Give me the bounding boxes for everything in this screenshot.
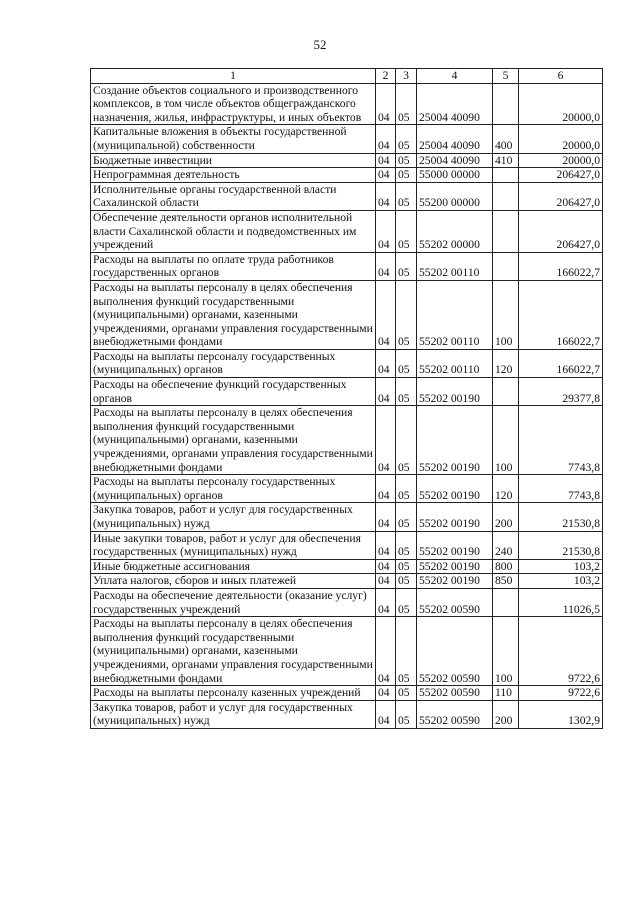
expense-name-cell: Закупка товаров, работ и услуг для государственных (муниципальных) нужд (91, 700, 376, 728)
target-article-cell: 55202 00000 (417, 210, 493, 252)
subsection-code-cell: 05 (396, 349, 417, 377)
expense-name-cell: Закупка товаров, работ и услуг для государственных (муниципальных) нужд (91, 503, 376, 531)
section-code-cell: 04 (376, 475, 396, 503)
subsection-code-cell: 05 (396, 617, 417, 686)
table-row (91, 686, 603, 701)
subsection-code-cell: 05 (396, 378, 417, 406)
target-article-cell: 55202 00190 (417, 531, 493, 559)
table-row (91, 280, 603, 349)
table-row (91, 475, 603, 503)
amount-cell: 206427,0 (519, 168, 603, 183)
table-row (91, 531, 603, 559)
amount-cell: 9722,6 (519, 617, 603, 686)
expense-name-cell: Иные закупки товаров, работ и услуг для обеспечения государственных (муниципальных) нужд (91, 531, 376, 559)
expense-type-cell: 100 (493, 617, 519, 686)
table-header-row (91, 69, 603, 84)
section-code-cell: 04 (376, 182, 396, 210)
amount-cell: 21530,8 (519, 503, 603, 531)
section-code-cell: 04 (376, 574, 396, 589)
expense-type-cell: 120 (493, 475, 519, 503)
target-article-cell: 55000 00000 (417, 168, 493, 183)
expense-type-cell (493, 378, 519, 406)
expense-type-cell: 120 (493, 349, 519, 377)
column-header: 5 (493, 69, 519, 84)
expense-name-cell: Расходы на выплаты по оплате труда работников государственных органов (91, 252, 376, 280)
expense-type-cell: 200 (493, 503, 519, 531)
section-code-cell: 04 (376, 378, 396, 406)
amount-cell: 11026,5 (519, 588, 603, 616)
target-article-cell: 25004 40090 (417, 153, 493, 168)
target-article-cell: 25004 40090 (417, 83, 493, 125)
expense-type-cell: 800 (493, 559, 519, 574)
table-row (91, 349, 603, 377)
amount-cell: 103,2 (519, 559, 603, 574)
expense-type-cell (493, 588, 519, 616)
expense-type-cell: 410 (493, 153, 519, 168)
expense-name-cell: Расходы на выплаты персоналу государственных (муниципальных) органов (91, 475, 376, 503)
expense-type-cell (493, 182, 519, 210)
expense-name-cell: Обеспечение деятельности органов исполнительной власти Сахалинской области и подведомственных им учреждений (91, 210, 376, 252)
expense-type-cell: 850 (493, 574, 519, 589)
table-row (91, 700, 603, 728)
section-code-cell: 04 (376, 406, 396, 475)
subsection-code-cell: 05 (396, 574, 417, 589)
section-code-cell: 04 (376, 125, 396, 153)
page-number: 52 (313, 37, 327, 52)
subsection-code-cell: 05 (396, 559, 417, 574)
table-row (91, 503, 603, 531)
section-code-cell: 04 (376, 210, 396, 252)
target-article-cell: 55202 00190 (417, 378, 493, 406)
section-code-cell: 04 (376, 559, 396, 574)
section-code-cell: 04 (376, 168, 396, 183)
expense-name-cell: Расходы на выплаты персоналу казенных учреждений (91, 686, 376, 701)
table-row (91, 210, 603, 252)
target-article-cell: 55202 00590 (417, 686, 493, 701)
target-article-cell: 55202 00590 (417, 617, 493, 686)
section-code-cell: 04 (376, 588, 396, 616)
column-header: 6 (519, 69, 603, 84)
expense-type-cell: 100 (493, 280, 519, 349)
column-header: 3 (396, 69, 417, 84)
expense-type-cell (493, 210, 519, 252)
amount-cell: 103,2 (519, 574, 603, 589)
expense-name-cell: Расходы на обеспечение функций государственных органов (91, 378, 376, 406)
table-row (91, 559, 603, 574)
subsection-code-cell: 05 (396, 686, 417, 701)
section-code-cell: 04 (376, 503, 396, 531)
amount-cell: 166022,7 (519, 280, 603, 349)
expense-name-cell: Расходы на выплаты персоналу в целях обеспечения выполнения функций государственными (муниципальными) органами, казенными учреждениями, органами управления государственными внебюджетными фондами (91, 617, 376, 686)
amount-cell: 9722,6 (519, 686, 603, 701)
subsection-code-cell: 05 (396, 153, 417, 168)
expense-name-cell: Расходы на обеспечение деятельности (оказание услуг) государственных учреждений (91, 588, 376, 616)
table-row (91, 252, 603, 280)
expense-name-cell: Уплата налогов, сборов и иных платежей (91, 574, 376, 589)
section-code-cell: 04 (376, 531, 396, 559)
expense-name-cell: Бюджетные инвестиции (91, 153, 376, 168)
amount-cell: 20000,0 (519, 153, 603, 168)
target-article-cell: 55202 00190 (417, 559, 493, 574)
expense-type-cell: 100 (493, 406, 519, 475)
expense-type-cell: 200 (493, 700, 519, 728)
amount-cell: 1302,9 (519, 700, 603, 728)
subsection-code-cell: 05 (396, 83, 417, 125)
amount-cell: 29377,8 (519, 378, 603, 406)
target-article-cell: 55202 00190 (417, 475, 493, 503)
expense-name-cell: Иные бюджетные ассигнования (91, 559, 376, 574)
target-article-cell: 55202 00110 (417, 349, 493, 377)
table-row (91, 574, 603, 589)
amount-cell: 20000,0 (519, 125, 603, 153)
amount-cell: 206427,0 (519, 210, 603, 252)
column-header: 2 (376, 69, 396, 84)
column-header: 4 (417, 69, 493, 84)
target-article-cell: 25004 40090 (417, 125, 493, 153)
section-code-cell: 04 (376, 617, 396, 686)
target-article-cell: 55200 00000 (417, 182, 493, 210)
budget-table (90, 68, 603, 729)
expense-type-cell (493, 168, 519, 183)
table-row (91, 588, 603, 616)
target-article-cell: 55202 00110 (417, 252, 493, 280)
table-row (91, 182, 603, 210)
section-code-cell: 04 (376, 349, 396, 377)
subsection-code-cell: 05 (396, 252, 417, 280)
table-row (91, 168, 603, 183)
subsection-code-cell: 05 (396, 588, 417, 616)
expense-name-cell: Расходы на выплаты персоналу в целях обеспечения выполнения функций государственными (муниципальными) органами, казенными учреждениями, органами управления государственными внебюджетными фондами (91, 280, 376, 349)
target-article-cell: 55202 00190 (417, 574, 493, 589)
expense-name-cell: Расходы на выплаты персоналу государственных (муниципальных) органов (91, 349, 376, 377)
target-article-cell: 55202 00190 (417, 503, 493, 531)
amount-cell: 20000,0 (519, 83, 603, 125)
expense-type-cell: 110 (493, 686, 519, 701)
subsection-code-cell: 05 (396, 700, 417, 728)
table-row (91, 125, 603, 153)
expense-type-cell (493, 83, 519, 125)
subsection-code-cell: 05 (396, 168, 417, 183)
section-code-cell: 04 (376, 83, 396, 125)
target-article-cell: 55202 00590 (417, 588, 493, 616)
subsection-code-cell: 05 (396, 182, 417, 210)
subsection-code-cell: 05 (396, 406, 417, 475)
subsection-code-cell: 05 (396, 475, 417, 503)
expense-name-cell: Расходы на выплаты персоналу в целях обеспечения выполнения функций государственными (муниципальными) органами, казенными учреждениями, органами управления государственными внебюджетными фондами (91, 406, 376, 475)
amount-cell: 7743,8 (519, 475, 603, 503)
table-row (91, 153, 603, 168)
expense-type-cell: 400 (493, 125, 519, 153)
expense-name-cell: Капитальные вложения в объекты государственной (муниципальной) собственности (91, 125, 376, 153)
amount-cell: 21530,8 (519, 531, 603, 559)
table-row (91, 83, 603, 125)
subsection-code-cell: 05 (396, 531, 417, 559)
amount-cell: 206427,0 (519, 182, 603, 210)
target-article-cell: 55202 00590 (417, 700, 493, 728)
expense-name-cell: Непрограммная деятельность (91, 168, 376, 183)
amount-cell: 7743,8 (519, 406, 603, 475)
amount-cell: 166022,7 (519, 252, 603, 280)
section-code-cell: 04 (376, 700, 396, 728)
section-code-cell: 04 (376, 252, 396, 280)
table-row (91, 378, 603, 406)
amount-cell: 166022,7 (519, 349, 603, 377)
target-article-cell: 55202 00190 (417, 406, 493, 475)
column-header: 1 (91, 69, 376, 84)
subsection-code-cell: 05 (396, 125, 417, 153)
section-code-cell: 04 (376, 153, 396, 168)
expense-name-cell: Создание объектов социального и производственного комплексов, в том числе объектов общегражданского назначения, жилья, инфраструктуры, и иных объектов (91, 83, 376, 125)
subsection-code-cell: 05 (396, 210, 417, 252)
section-code-cell: 04 (376, 686, 396, 701)
table-row (91, 406, 603, 475)
expense-type-cell: 240 (493, 531, 519, 559)
target-article-cell: 55202 00110 (417, 280, 493, 349)
expense-type-cell (493, 252, 519, 280)
subsection-code-cell: 05 (396, 280, 417, 349)
section-code-cell: 04 (376, 280, 396, 349)
table-row (91, 617, 603, 686)
expense-name-cell: Исполнительные органы государственной власти Сахалинской области (91, 182, 376, 210)
subsection-code-cell: 05 (396, 503, 417, 531)
